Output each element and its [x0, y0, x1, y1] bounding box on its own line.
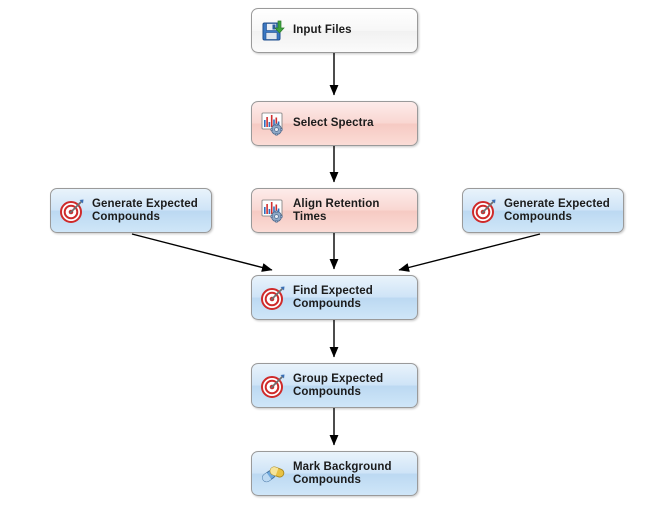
node-label: Find Expected Compounds: [293, 284, 373, 310]
edge-genleft-to-find: [132, 234, 272, 270]
node-label: Generate Expected Compounds: [504, 197, 610, 223]
node-mark-background-compounds[interactable]: [251, 451, 418, 496]
node-label: Mark Background Compounds: [293, 460, 392, 486]
target-dart-icon: [260, 285, 286, 311]
node-label: Align Retention Times: [293, 197, 380, 223]
node-group-expected-compounds[interactable]: [251, 363, 418, 408]
node-input-files[interactable]: [251, 8, 418, 53]
pills-icon: [260, 461, 286, 487]
node-label: Generate Expected Compounds: [92, 197, 198, 223]
node-label: Input Files: [293, 24, 352, 36]
target-dart-icon: [471, 198, 497, 224]
node-align-retention-times[interactable]: [251, 188, 418, 233]
node-generate-expected-compounds-left[interactable]: [50, 188, 212, 233]
node-generate-expected-compounds-right[interactable]: [462, 188, 624, 233]
node-label: Select Spectra: [293, 117, 374, 129]
floppy-disk-icon: [260, 18, 286, 44]
node-label: Group Expected Compounds: [293, 372, 384, 398]
target-dart-icon: [260, 373, 286, 399]
spectra-gear-icon: [260, 111, 286, 137]
node-find-expected-compounds[interactable]: [251, 275, 418, 320]
target-dart-icon: [59, 198, 85, 224]
spectra-gear-icon: [260, 198, 286, 224]
node-select-spectra[interactable]: [251, 101, 418, 146]
edge-genright-to-find: [399, 234, 540, 270]
